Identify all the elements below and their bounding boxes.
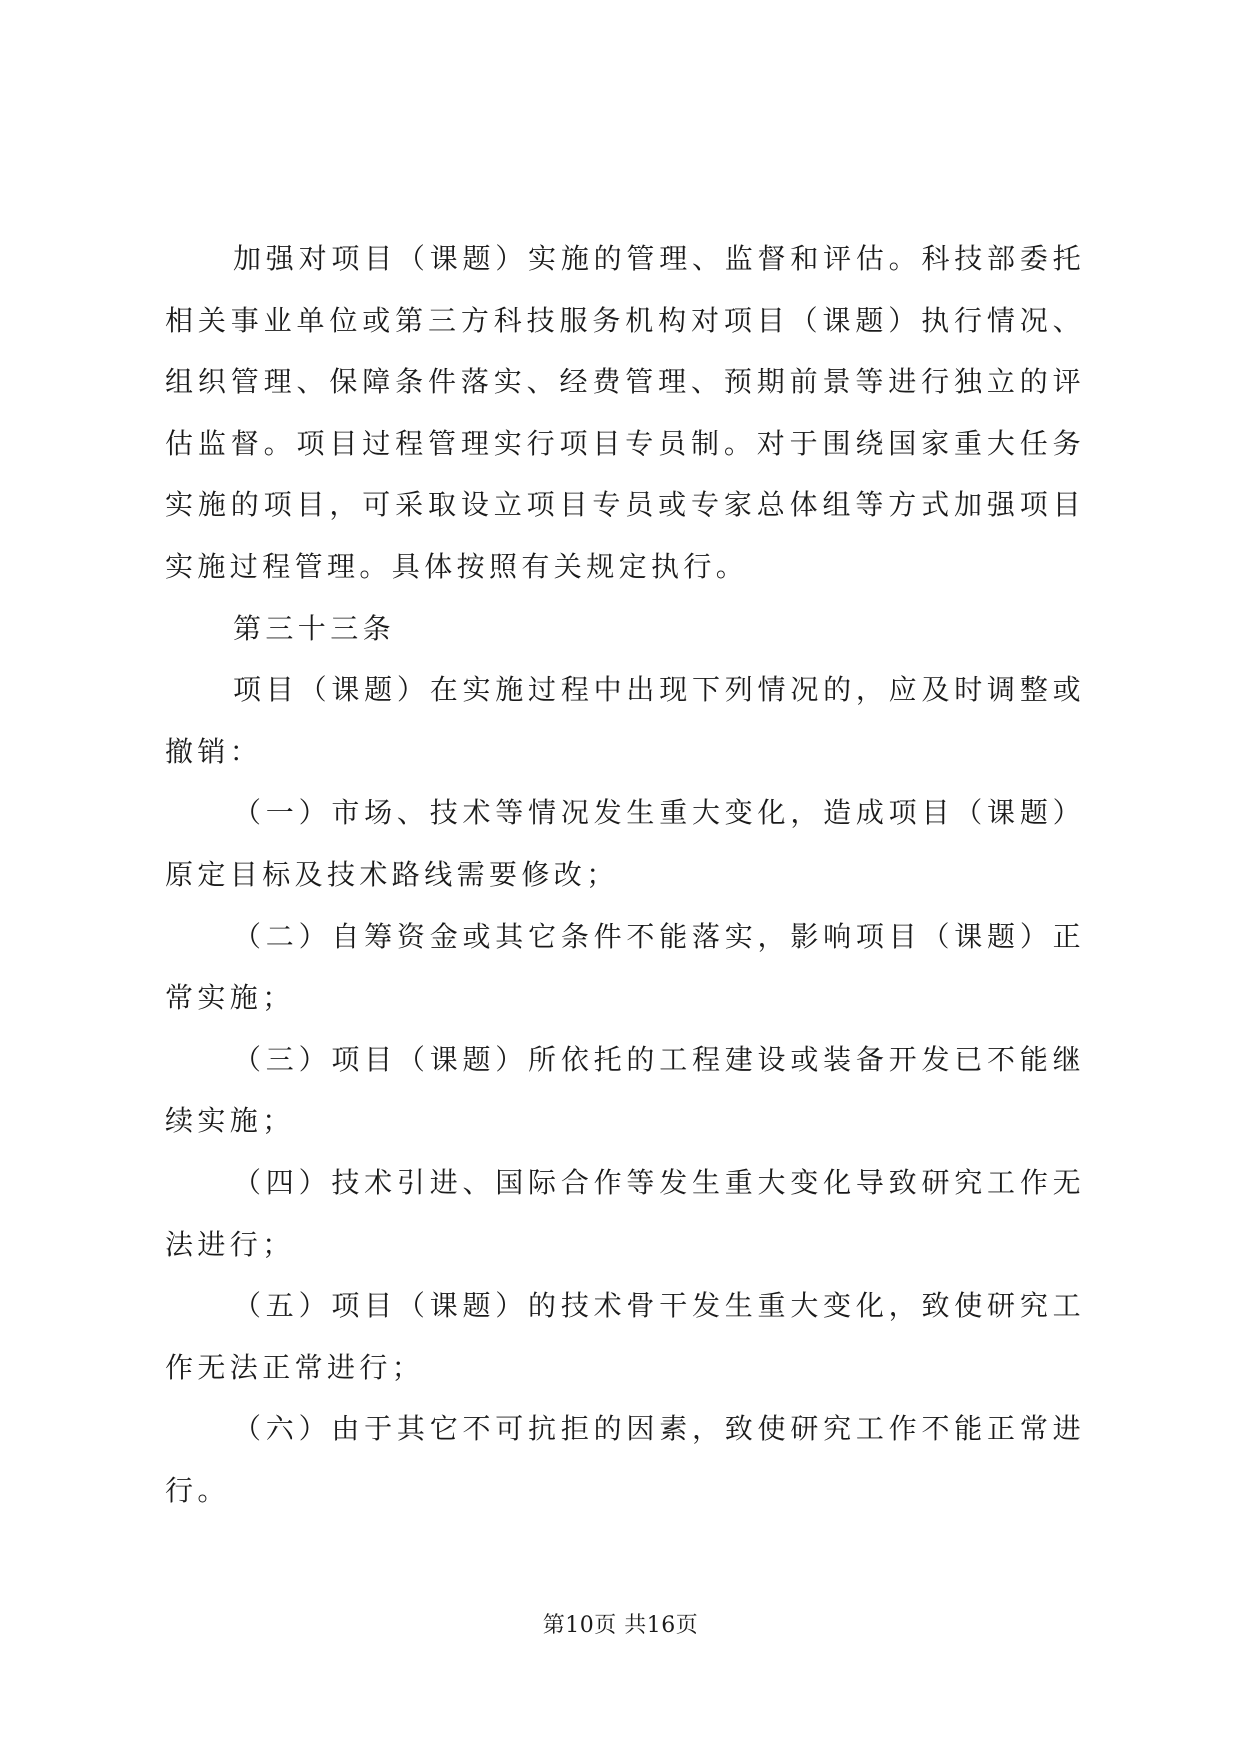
article-heading: 第三十三条	[233, 611, 396, 645]
list-item-1: （一）市场、技术等情况发生重大变化，造成项目（课题）原定目标及技术路线需要修改；	[165, 796, 1085, 891]
paragraph-adjustment-intro: 项目（课题）在实施过程中出现下列情况的，应及时调整或撤销：	[165, 673, 1085, 768]
page-number-footer: 第10页 共16页	[542, 1613, 699, 1638]
list-item-3: （三）项目（课题）所依托的工程建设或装备开发已不能继续实施；	[165, 1042, 1085, 1138]
list-item-4: （四）技术引进、国际合作等发生重大变化导致研究工作无法进行；	[165, 1165, 1085, 1261]
list-item-5: （五）项目（课题）的技术骨干发生重大变化，致使研究工作无法正常进行；	[165, 1289, 1085, 1384]
list-item-2: （二）自筹资金或其它条件不能落实，影响项目（课题）正常实施；	[165, 919, 1085, 1015]
list-item-6: （六）由于其它不可抗拒的因素，致使研究工作不能正常进行。	[165, 1412, 1085, 1507]
paragraph-supervision: 加强对项目（课题）实施的管理、监督和评估。科技部委托相关事业单位或第三方科技服务机构对项目（课题）执行情况、组织管理、保障条件落实、经费管理、预期前景等进行独立的评估监督。项目过程管理实行项目专员制。对于围绕国家重大任务实施的项目，可采取设立项目专员或专家总体组等方式加强项目实施过程管理。具体按照有关规定执行。	[165, 242, 1085, 583]
document-body	[165, 228, 1085, 1521]
